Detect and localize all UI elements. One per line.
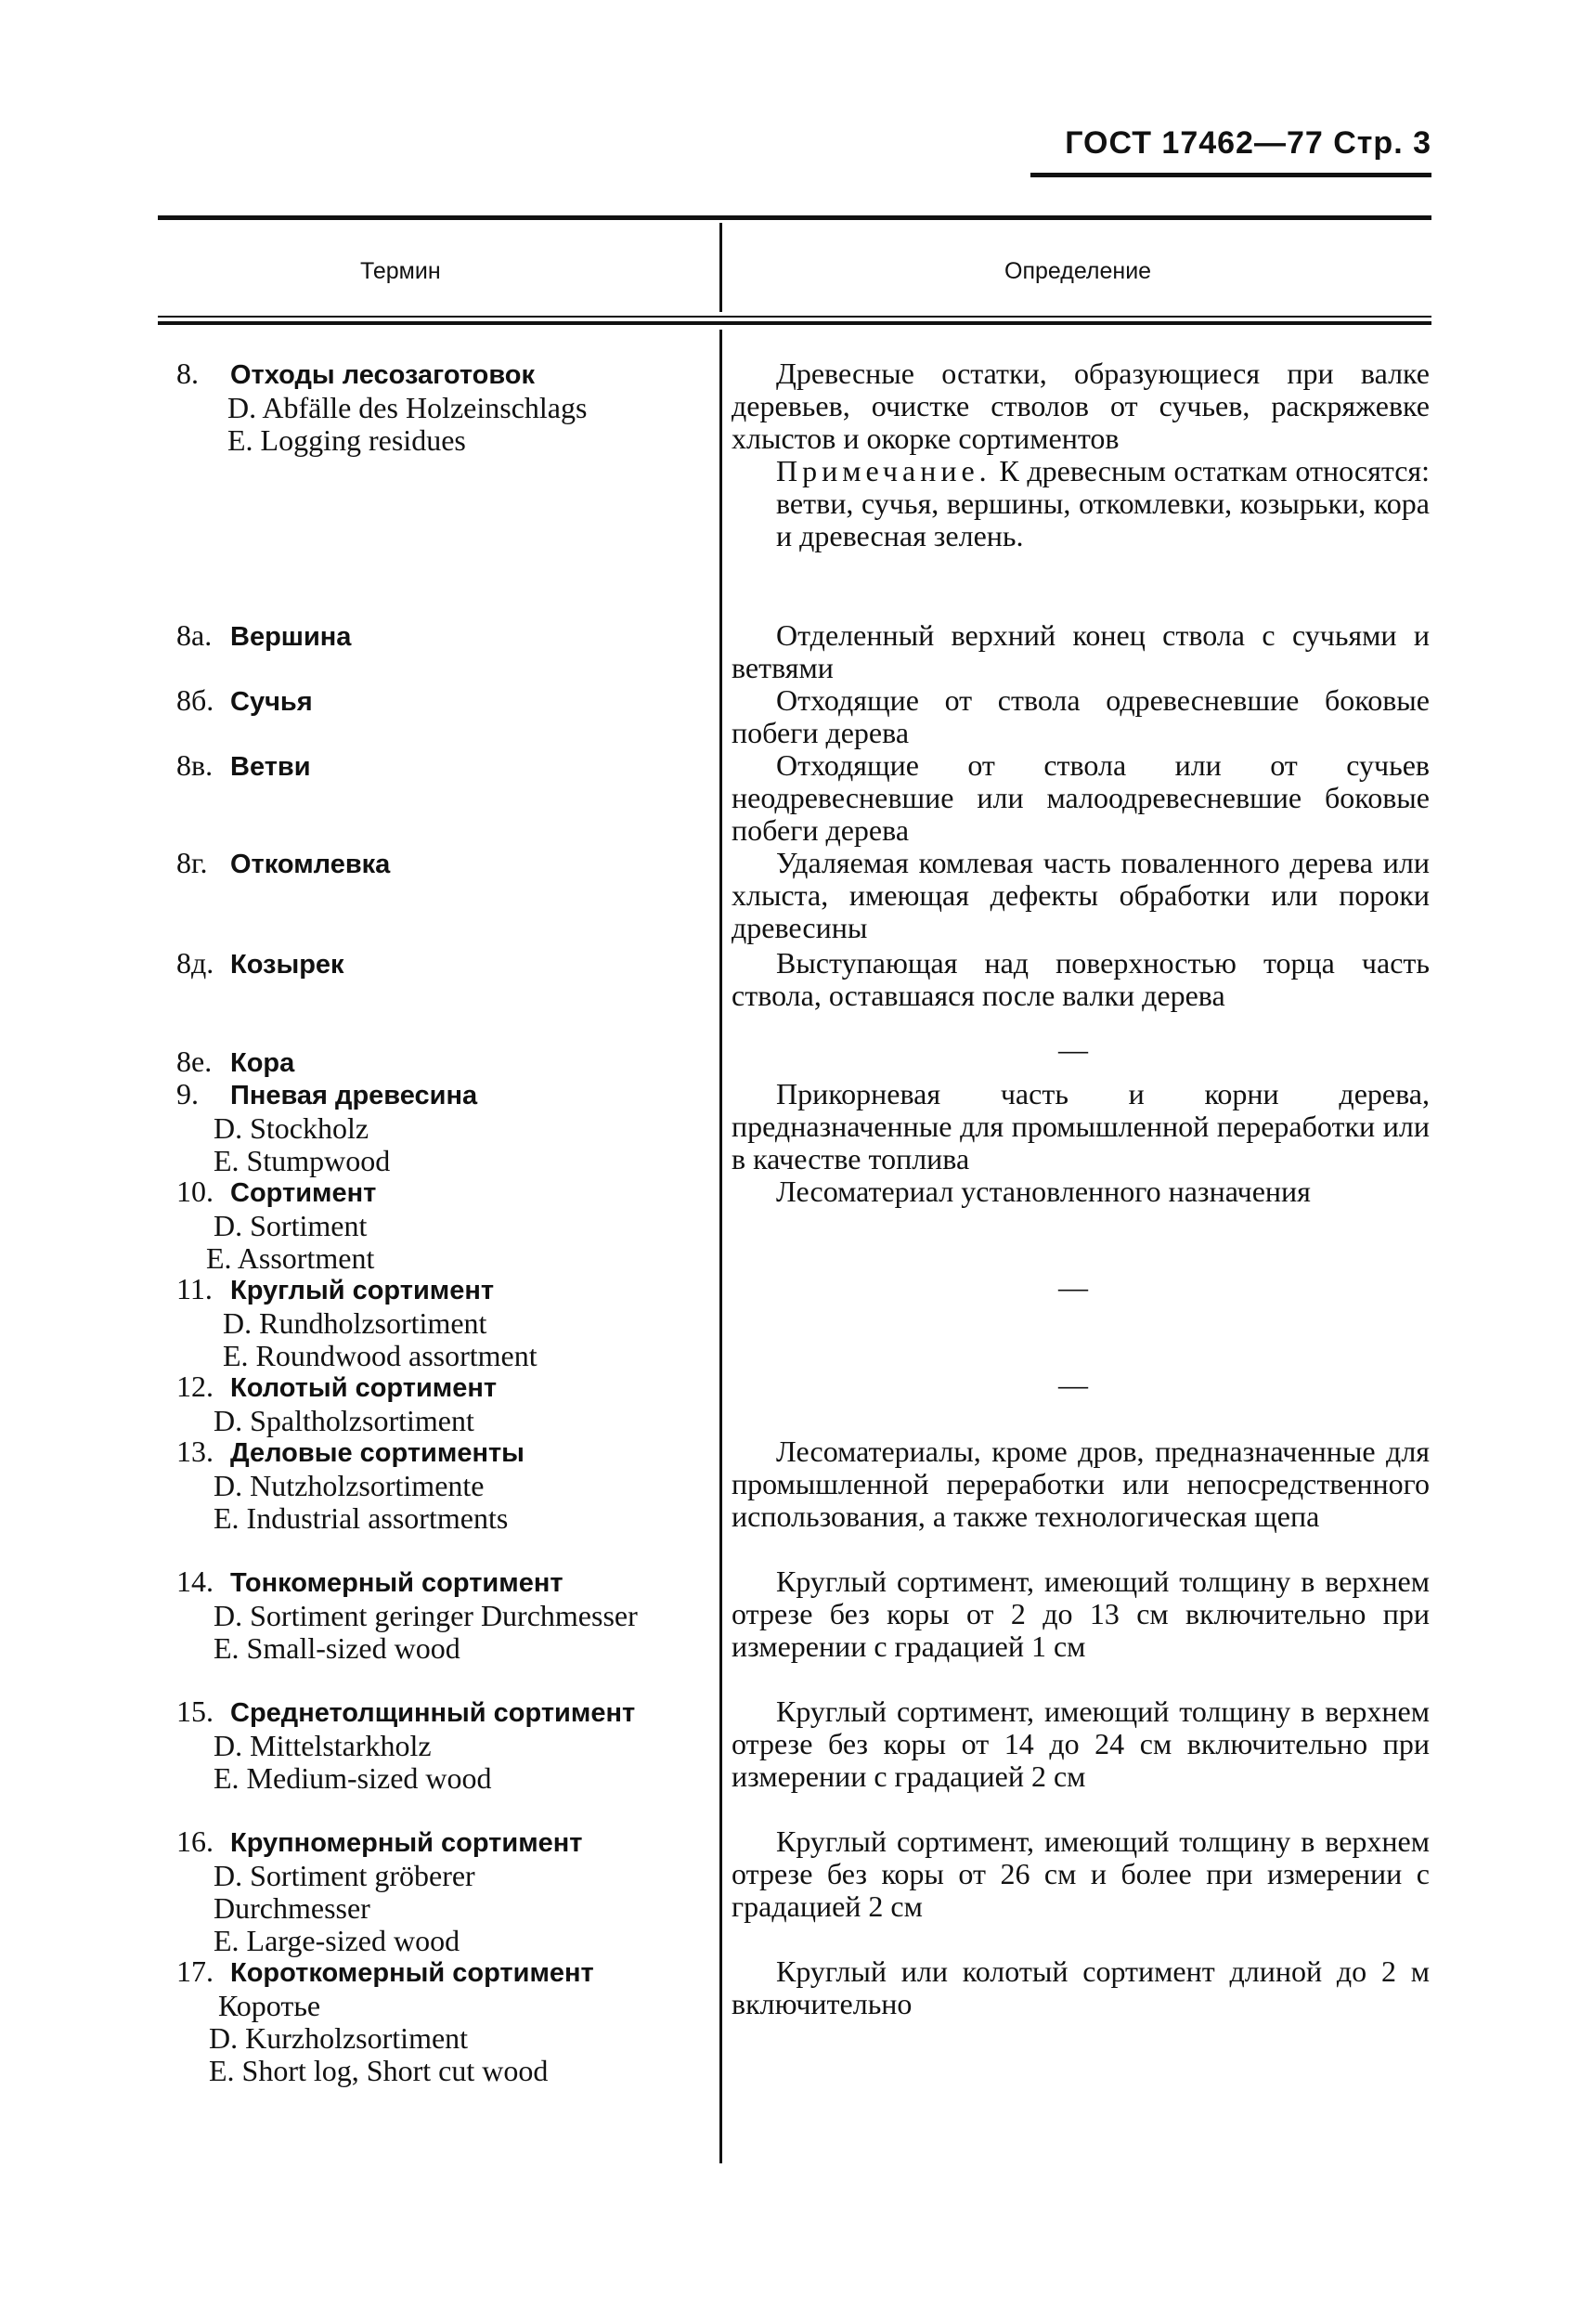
term-entry-17 xyxy=(176,1955,594,2087)
term-alt: Коротье xyxy=(218,1989,321,2022)
term-name: Колотый сортимент xyxy=(230,1373,498,1403)
term-entry-16 xyxy=(176,1825,603,1957)
term-entry-12 xyxy=(176,1370,497,1437)
term-entry-8v xyxy=(176,749,311,784)
term-number: 8в. xyxy=(176,748,214,782)
table-head-rule-1 xyxy=(158,316,1431,318)
definition-entry-12-dash: — xyxy=(1058,1368,1088,1401)
term-name: Среднетолщинный сортимент xyxy=(230,1698,636,1728)
term-en: E. Assortment xyxy=(206,1241,375,1275)
term-entry-8 xyxy=(176,357,587,457)
term-name: Короткомерный сортимент xyxy=(230,1958,594,1988)
definition-entry-15: Круглый сортимент, имеющий толщину в верхнем отрезе без коры от 14 до 24 см включительно при измерении с градацией 2 см xyxy=(732,1694,1430,1793)
term-de: D. Rundholzsortiment xyxy=(223,1306,487,1340)
term-number: 11. xyxy=(176,1272,213,1305)
term-number: 8е. xyxy=(176,1045,213,1078)
term-entry-11 xyxy=(176,1273,537,1372)
term-de: D. Sortiment gröberer Durchmesser xyxy=(214,1859,475,1925)
term-entry-8d xyxy=(176,947,344,981)
term-name: Откомлевка xyxy=(230,850,391,879)
definition-entry-13: Лесоматериалы, кроме дров, предназначенные для промышленной переработки или непосредственного использования, а также технологическая щепа xyxy=(732,1435,1430,1533)
term-number: 12. xyxy=(176,1370,214,1403)
definition-entry-8v: Отходящие от ствола или от сучьев неодревесневшие или малоодревесневшие боковые побеги дерева xyxy=(732,748,1430,847)
term-number: 15. xyxy=(176,1694,214,1728)
page-header: ГОСТ 17462—77 Стр. 3 xyxy=(1065,125,1431,161)
term-de: D. Stockholz xyxy=(214,1111,369,1145)
term-entry-8e xyxy=(176,1045,294,1080)
definition-entry-17: Круглый или колотый сортимент длиной до 2 м включительно xyxy=(732,1954,1430,2020)
definition-entry-16: Круглый сортимент, имеющий толщину в верхнем отрезе без коры от 26 см и более при измерении с градацией 2 см xyxy=(732,1824,1430,1923)
term-number: 8д. xyxy=(176,946,214,980)
term-en: E. Roundwood assortment xyxy=(223,1339,537,1372)
term-number: 13. xyxy=(176,1435,214,1468)
term-entry-8b xyxy=(176,684,313,719)
term-entry-9 xyxy=(176,1078,477,1177)
term-en: E. Small-sized wood xyxy=(214,1631,460,1665)
term-en: E. Logging residues xyxy=(227,423,466,457)
term-de: D. Mittelstarkholz xyxy=(214,1729,432,1762)
definition-note xyxy=(732,455,1430,552)
term-en: E. Short log, Short cut wood xyxy=(209,2054,549,2087)
term-number: 14. xyxy=(176,1564,214,1598)
definition-entry-8a: Отделенный верхний конец ствола с сучьями и ветвями xyxy=(732,618,1430,684)
term-de: D. Sortiment geringer Durchmesser xyxy=(214,1599,638,1632)
term-name: Крупномерный сортимент xyxy=(230,1828,583,1858)
term-en: E. Industrial assortments xyxy=(214,1501,509,1535)
term-entry-15 xyxy=(176,1695,635,1795)
definition-entry-9: Прикорневая часть и корни дерева, предназначенные для промышленной переработки или в качестве топлива xyxy=(732,1077,1430,1175)
term-name: Тонкомерный сортимент xyxy=(230,1568,563,1598)
term-name: Ветви xyxy=(230,752,311,782)
term-number: 8а. xyxy=(176,618,213,652)
term-name: Отходы лесозаготовок xyxy=(230,360,536,390)
term-name: Пневая древесина xyxy=(230,1081,478,1110)
definition-entry-8b: Отходящие от ствола одревесневшие боковые побеги дерева xyxy=(732,683,1430,749)
term-name: Круглый сортимент xyxy=(230,1276,495,1305)
term-entry-10 xyxy=(176,1175,376,1275)
column-divider xyxy=(719,330,722,2163)
term-number: 16. xyxy=(176,1824,214,1858)
term-number: 8. xyxy=(176,357,199,390)
term-name: Козырек xyxy=(230,950,344,980)
term-name: Деловые сортименты xyxy=(230,1438,525,1468)
term-name: Вершина xyxy=(230,622,352,652)
table-head-rule-2 xyxy=(158,321,1431,325)
term-name: Кора xyxy=(230,1048,295,1078)
definition-text: Древесные остатки, образующиеся при валке деревьев, очистке стволов от сучьев, раскряжевке хлыстов и окорке сортиментов xyxy=(732,357,1430,455)
definition-entry-10: Лесоматериал установленного назначения xyxy=(776,1175,1311,1208)
term-de: D. Spaltholzsortiment xyxy=(214,1404,474,1437)
term-de: D. Nutzholzsortimente xyxy=(214,1469,485,1502)
term-number: 9. xyxy=(176,1077,199,1110)
term-de: D. Sortiment xyxy=(214,1209,368,1242)
term-number: 17. xyxy=(176,1954,214,1988)
term-de: D. Kurzholzsortiment xyxy=(209,2021,469,2055)
term-en: E. Medium-sized wood xyxy=(214,1761,492,1795)
definition-entry-8 xyxy=(732,357,1430,552)
column-header-definition: Определение xyxy=(1004,258,1152,284)
note-text: К древесным остаткам относятся: ветви, сучья, вершины, откомлевки, козырьки, кора и древесная зелень. xyxy=(776,454,1430,552)
term-name: Сортимент xyxy=(230,1178,377,1208)
term-name: Сучья xyxy=(230,687,313,717)
term-number: 10. xyxy=(176,1175,214,1208)
term-de: D. Abfälle des Holzeinschlags xyxy=(227,391,588,424)
term-entry-8a xyxy=(176,619,351,654)
term-en: E. Stumpwood xyxy=(214,1144,391,1177)
term-number: 8г. xyxy=(176,846,208,879)
term-entry-13 xyxy=(176,1435,525,1535)
definition-entry-8d: Выступающая над поверхностью торца часть ствола, оставшаяся после валки дерева xyxy=(732,946,1430,1012)
term-entry-14 xyxy=(176,1565,650,1665)
term-en: E. Large-sized wood xyxy=(214,1924,460,1957)
header-rule xyxy=(1030,173,1431,177)
definition-entry-8g: Удаляемая комлевая часть поваленного дерева или хлыста, имеющая дефекты обработки или пороки древесины xyxy=(732,846,1430,944)
term-entry-8g xyxy=(176,847,390,881)
column-header-term: Термин xyxy=(360,258,441,284)
definition-entry-11-dash: — xyxy=(1058,1270,1088,1304)
note-label: Примечание. xyxy=(776,454,991,487)
table-top-rule xyxy=(158,215,1431,220)
definition-entry-14: Круглый сортимент, имеющий толщину в верхнем отрезе без коры от 2 до 13 см включительно при измерении с градацией 1 см xyxy=(732,1564,1430,1663)
term-number: 8б. xyxy=(176,683,214,717)
definition-entry-8e-dash: — xyxy=(1058,1032,1088,1066)
head-column-divider xyxy=(719,223,722,312)
